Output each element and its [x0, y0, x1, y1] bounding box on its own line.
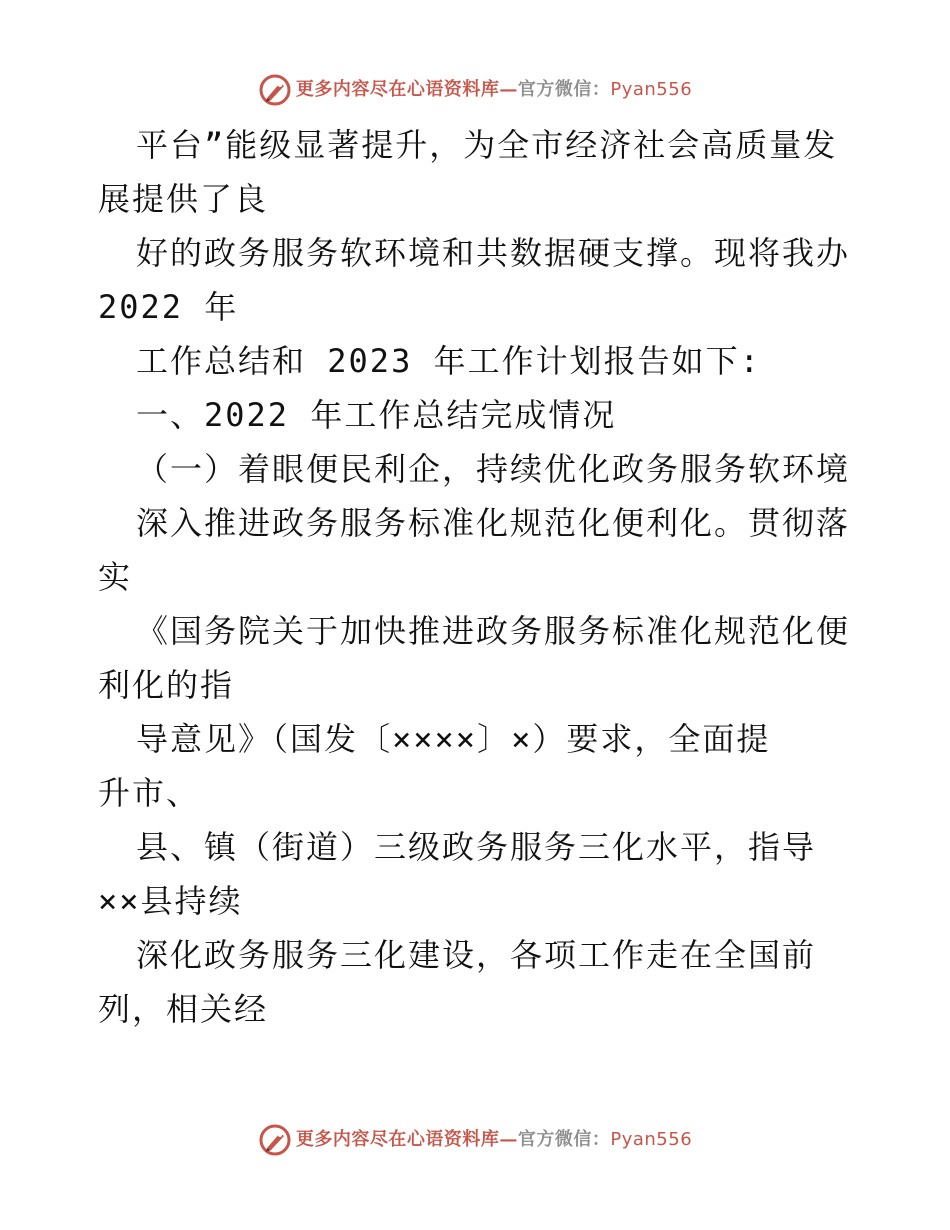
section-heading: 一、2022 年工作总结完成情况 — [136, 396, 617, 434]
pen-logo-icon — [258, 1123, 292, 1157]
text-line: 列，相关经 — [98, 990, 269, 1028]
text-line: 深化政务服务三化建设，各项工作走在全国前 — [136, 936, 817, 974]
text-line: 2022 年 — [98, 288, 239, 326]
header-watermark — [0, 70, 950, 110]
watermark-wechat-id: Pyan556 — [610, 79, 693, 100]
text-line: 县、镇（街道）三级政务服务三化水平，指导 — [136, 828, 817, 866]
text-line: 展提供了良 — [98, 180, 269, 218]
subsection-heading: （一）着眼便民利企，持续优化政务服务软环境 — [136, 450, 851, 488]
text-line: 好的政务服务软环境和共数据硬支撑。现将我办 — [136, 234, 851, 272]
text-line: 平台”能级显著提升，为全市经济社会高质量发 — [136, 126, 838, 164]
watermark-wechat-id: Pyan556 — [610, 1129, 693, 1150]
document-body — [98, 118, 858, 1036]
text-line: 导意见》（国发〔××××〕×）要求，全面提 — [136, 720, 771, 758]
watermark-dash: — — [499, 79, 518, 100]
text-line: 深入推进政务服务标准化规范化便利化。贯彻落 — [136, 504, 851, 542]
text-line: 利化的指 — [98, 666, 235, 704]
text-line: 《国务院关于加快推进政务服务标准化规范化便 — [136, 612, 851, 650]
watermark-dash: — — [499, 1129, 518, 1150]
text-line: 实 — [98, 558, 133, 596]
footer-watermark — [0, 1120, 950, 1160]
text-line: 工作总结和 2023 年工作计划报告如下: — [136, 342, 761, 380]
watermark-official-label: 官方微信： — [517, 79, 611, 100]
text-line: ××县持续 — [98, 882, 243, 920]
text-line: 升市、 — [98, 774, 201, 812]
pen-logo-icon — [258, 73, 292, 107]
watermark-official-label: 官方微信： — [517, 1129, 611, 1150]
watermark-title: 更多内容尽在心语资料库 — [295, 1129, 500, 1150]
watermark-title: 更多内容尽在心语资料库 — [295, 79, 500, 100]
